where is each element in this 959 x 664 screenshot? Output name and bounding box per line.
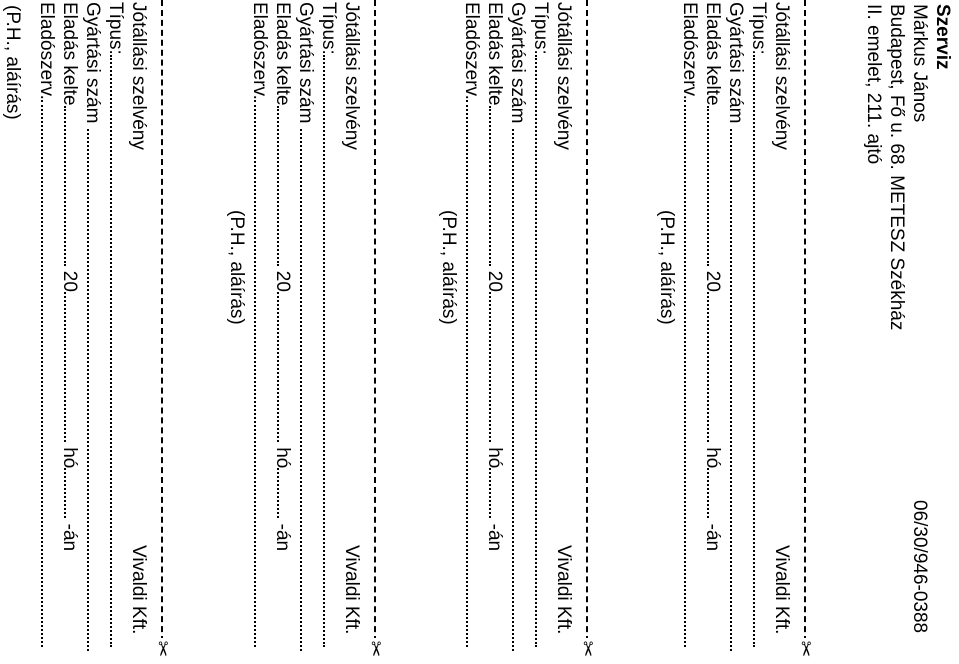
signature-label: (P.H., aláírás): [2, 5, 23, 120]
type-field: [527, 2, 553, 647]
day-suffix: -án: [702, 523, 723, 552]
month-label: hó: [484, 447, 505, 469]
serial-dots: [730, 129, 748, 651]
coupon-company: Vivaldi Kft.: [771, 545, 792, 635]
type-label: Típus:: [105, 2, 126, 55]
year-prefix: 20: [702, 270, 723, 292]
year-prefix: 20: [59, 270, 80, 292]
sale-dots: [489, 106, 507, 266]
sale-date-field: [56, 2, 82, 551]
day-suffix: -án: [484, 523, 505, 552]
sale-date-field: [699, 2, 725, 551]
type-dots: [323, 55, 341, 647]
seller-dots: [254, 100, 272, 647]
serial-label: Gyártási szám: [82, 2, 103, 124]
service-address-line2: II. emelet, 211. ajtó: [863, 4, 884, 165]
service-address-line1: Budapest, Fő u. 68. METESZ Székház: [886, 4, 907, 331]
sale-dots: [277, 106, 295, 266]
year-dots: [489, 292, 507, 442]
scissors-icon: ✂: [365, 638, 387, 660]
year-prefix: 20: [484, 270, 505, 292]
day-suffix: -án: [59, 523, 80, 552]
seller-field: [246, 2, 272, 647]
type-field: [745, 2, 771, 647]
year-dots: [277, 292, 295, 442]
serial-label: Gyártási szám: [507, 2, 528, 124]
cut-line: [586, 0, 588, 652]
sale-date-field: [269, 2, 295, 551]
seller-label: Eladószerv.: [679, 2, 700, 100]
signature-label: (P.H., aláírás): [226, 210, 247, 325]
seller-label: Eladószerv.: [461, 2, 482, 100]
type-label: Típus:: [318, 2, 339, 55]
cut-line: [804, 0, 806, 652]
page-title: Szerviz: [932, 4, 953, 70]
coupon-title: Jótállási szelvény: [341, 2, 362, 150]
type-dots: [535, 55, 553, 647]
serial-dots: [87, 129, 105, 651]
seller-label: Eladószerv.: [36, 2, 57, 100]
serial-field: [722, 2, 748, 651]
seller-label: Eladószerv.: [249, 2, 270, 100]
scissors-icon: ✂: [152, 638, 174, 660]
serial-field: [292, 2, 318, 651]
type-label: Típus:: [530, 2, 551, 55]
sale-label: Eladás kelte: [484, 2, 505, 106]
seller-field: [458, 2, 484, 647]
sale-dots: [707, 106, 725, 266]
signature-label: (P.H., aláírás): [438, 210, 459, 325]
type-dots: [110, 55, 128, 647]
month-label: hó: [272, 447, 293, 469]
sale-label: Eladás kelte: [59, 2, 80, 106]
sale-label: Eladás kelte: [272, 2, 293, 106]
year-prefix: 20: [272, 270, 293, 292]
month-label: hó: [702, 447, 723, 469]
coupon-title: Jótállási szelvény: [553, 2, 574, 150]
coupon-company: Vivaldi Kft.: [128, 545, 149, 635]
coupon-title: Jótállási szelvény: [128, 2, 149, 150]
type-dots: [753, 55, 771, 647]
seller-field: [676, 2, 702, 647]
serial-label: Gyártási szám: [295, 2, 316, 124]
coupon-title: Jótállási szelvény: [771, 2, 792, 150]
cut-line: [161, 0, 163, 652]
seller-dots: [466, 100, 484, 647]
scissors-icon: ✂: [795, 638, 817, 660]
service-name: Márkus János: [909, 4, 930, 123]
serial-field: [79, 2, 105, 651]
seller-field: [33, 2, 59, 647]
coupon-company: Vivaldi Kft.: [341, 545, 362, 635]
scissors-icon: ✂: [577, 638, 599, 660]
sale-dots: [64, 106, 82, 266]
sale-date-field: [481, 2, 507, 551]
year-dots: [64, 292, 82, 442]
month-dots: [277, 468, 295, 518]
day-suffix: -án: [272, 523, 293, 552]
month-dots: [64, 468, 82, 518]
month-label: hó: [59, 447, 80, 469]
year-dots: [707, 292, 725, 442]
cut-line: [374, 0, 376, 652]
type-field: [102, 2, 128, 647]
seller-dots: [41, 100, 59, 647]
type-field: [315, 2, 341, 647]
sale-label: Eladás kelte: [702, 2, 723, 106]
seller-dots: [684, 100, 702, 647]
serial-field: [504, 2, 530, 651]
serial-dots: [300, 129, 318, 651]
signature-label: (P.H., aláírás): [656, 210, 677, 325]
month-dots: [489, 468, 507, 518]
month-dots: [707, 468, 725, 518]
service-phone: 06/30/946-0388: [909, 500, 930, 634]
serial-label: Gyártási szám: [725, 2, 746, 124]
type-label: Típus:: [748, 2, 769, 55]
coupon-company: Vivaldi Kft.: [553, 545, 574, 635]
serial-dots: [512, 129, 530, 651]
